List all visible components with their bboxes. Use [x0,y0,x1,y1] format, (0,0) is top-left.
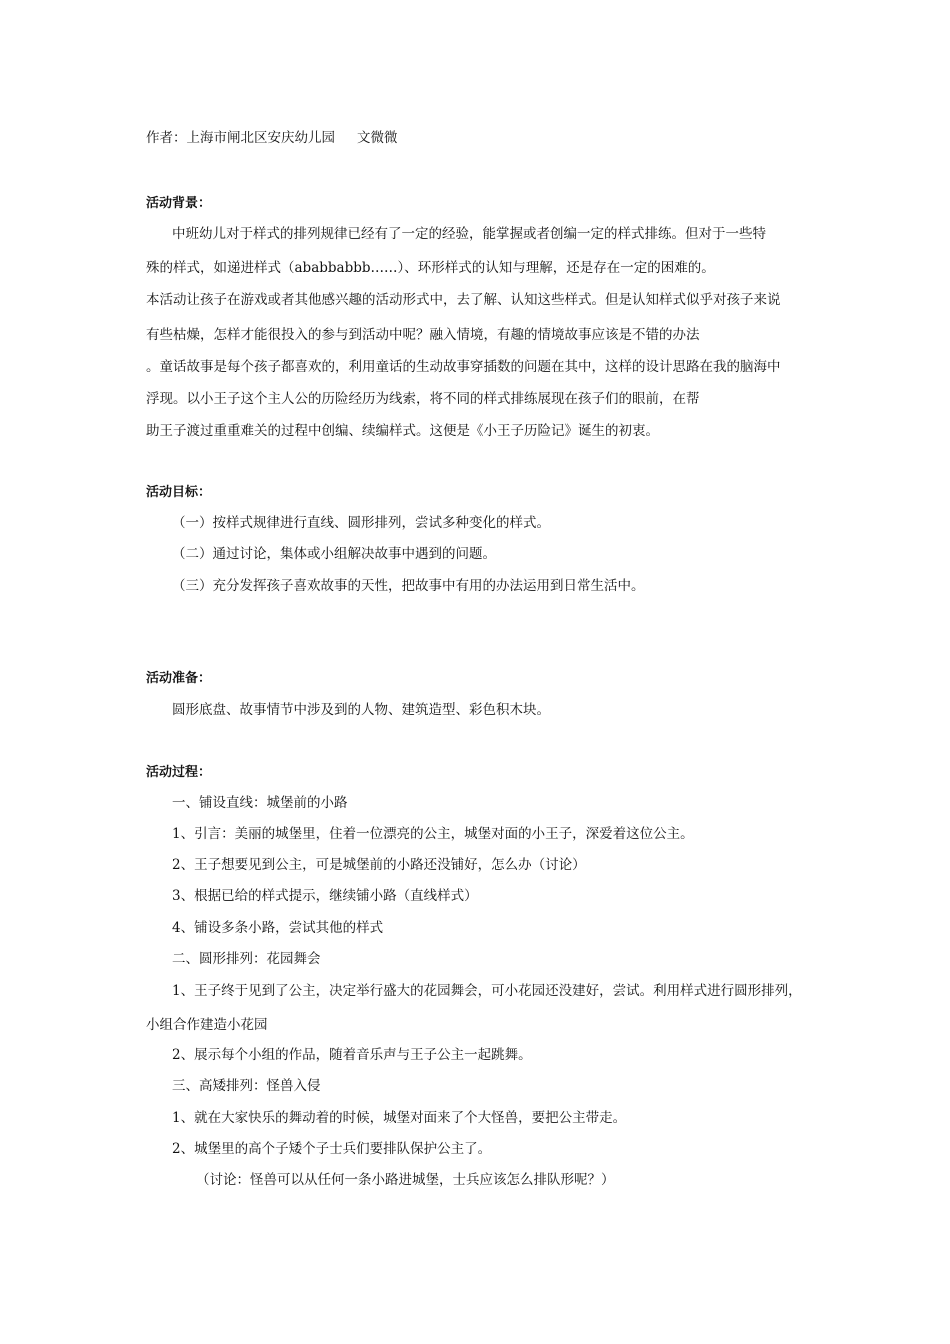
process-line: 3、根据已给的样式提示，继续铺小路（直线样式） [172,888,478,904]
process-line: 2、王子想要见到公主，可是城堡前的小路还没铺好，怎么办（讨论） [172,857,586,873]
background-line: 浮现。以小王子这个主人公的历险经历为线索，将不同的样式排练展现在孩子们的眼前，在帮 [146,391,700,407]
preparation-heading: 活动准备： [146,671,212,686]
process-line: 1、王子终于见到了公主，决定举行盛大的花园舞会，可小花园还没建好，尝试。利用样式进行圆形排列， [172,983,802,999]
goal-item: （三）充分发挥孩子喜欢故事的天性，把故事中有用的办法运用到日常生活中。 [172,578,645,594]
process-line: 小组合作建造小花园 [146,1017,268,1033]
background-line: 中班幼儿对于样式的排列规律已经有了一定的经验，能掌握或者创编一定的样式排练。但对于一些特 [172,226,766,242]
process-line: 三、高矮排列：怪兽入侵 [172,1078,321,1094]
background-line: 本活动让孩子在游戏或者其他感兴趣的活动形式中，去了解、认知这些样式。但是认知样式似乎对孩子来说 [146,292,781,308]
author-line [146,128,398,148]
process-line: 1、引言：美丽的城堡里，住着一位漂亮的公主，城堡对面的小王子，深爱着这位公主。 [172,826,694,842]
goal-item: （一）按样式规律进行直线、圆形排列，尝试多种变化的样式。 [172,515,550,531]
background-line: 助王子渡过重重难关的过程中创编、续编样式。这便是《小王子历险记》诞生的初衷。 [146,423,659,439]
goal-item: （二）通过讨论，集体或小组解决故事中遇到的问题。 [172,546,496,562]
process-line: 2、展示每个小组的作品，随着音乐声与王子公主一起跳舞。 [172,1047,532,1063]
author-name: 文微微 [357,130,398,146]
process-line: 4、铺设多条小路，尝试其他的样式 [172,920,384,936]
preparation-text: 圆形底盘、故事情节中涉及到的人物、建筑造型、彩色积木块。 [172,702,550,718]
background-line: 。童话故事是每个孩子都喜欢的，利用童话的生动故事穿插数的问题在其中，这样的设计思路在我的脑海中 [146,359,781,375]
process-line: 2、城堡里的高个子矮个子士兵们要排队保护公主了。 [172,1141,492,1157]
process-line: 一、铺设直线：城堡前的小路 [172,795,348,811]
background-line: 有些枯燥，怎样才能很投入的参与到活动中呢？融入情境，有趣的情境故事应该是不错的办法 [146,327,700,343]
process-line: 二、圆形排列：花园舞会 [172,951,321,967]
author-label: 作者：上海市闸北区安庆幼儿园 [146,130,335,146]
process-heading: 活动过程： [146,765,212,780]
background-line: 殊的样式，如递进样式（ababbabbb……）、环形样式的认知与理解，还是存在一定的困难的。 [146,260,715,276]
process-line: 1、就在大家快乐的舞动着的时候，城堡对面来了个大怪兽，要把公主带走。 [172,1110,627,1126]
process-line: （讨论：怪兽可以从任何一条小路进城堡，士兵应该怎么排队形呢？） [196,1172,615,1188]
goals-heading: 活动目标： [146,485,212,500]
background-heading: 活动背景： [146,196,212,211]
